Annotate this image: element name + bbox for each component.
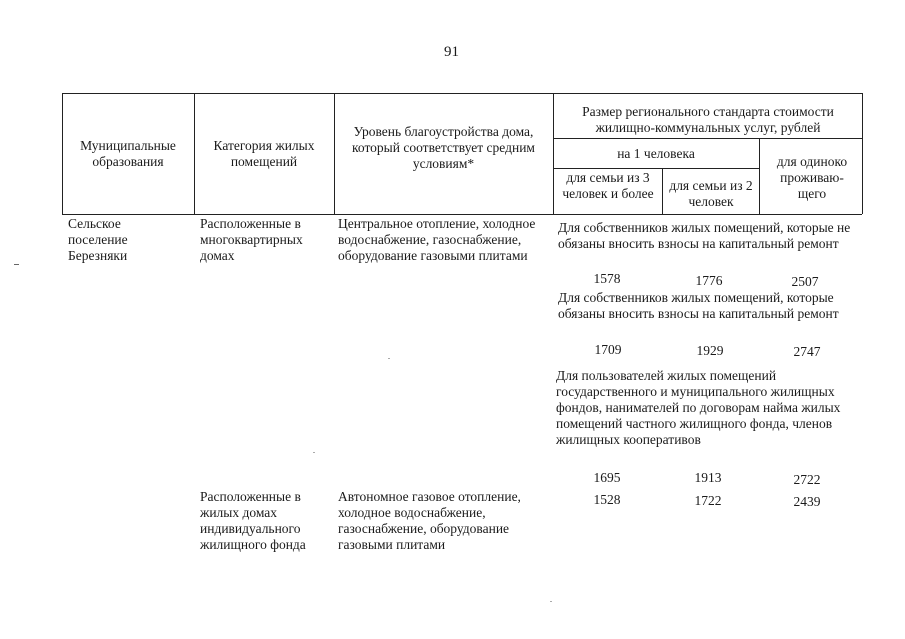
value-family3: 1578 (593, 271, 621, 286)
value-family3: 1709 (594, 342, 622, 357)
amenities-cell-individual: Автономное газовое отопление, холодное водоснабжение, газоснабжение, оборудование газовыми плитами (338, 489, 521, 552)
header-single: для одиноко проживаю-щего (776, 154, 848, 201)
page-number: 91 (444, 44, 459, 60)
scan-speck (313, 452, 315, 453)
municipality-cell: Сельское поселение Березняки (68, 216, 128, 263)
value-family2: 1929 (696, 343, 724, 358)
value-family2: 1776 (695, 273, 723, 288)
header-standard-group: Размер регионального стандарта стоимости жилищно-коммунальных услуг, рублей (582, 104, 834, 135)
group-label-tenants: Для пользователей жилых помещений государственного и муниципального жилищных фондов, нанимателей по договорам найма жилых помещений частного жилищного фонда, членов жилищных кооперативов (556, 368, 841, 447)
value-single: 2722 (793, 472, 821, 487)
header-category: Категория жилых помещений (213, 138, 315, 169)
value-single: 2507 (791, 274, 819, 289)
value-family2: 1913 (694, 470, 722, 485)
group-label-owners-obliged: Для собственников жилых помещений, которые обязаны вносить взносы на капитальный ремонт (558, 290, 839, 321)
scan-mark (14, 264, 19, 265)
scan-speck (550, 601, 552, 602)
value-single: 2439 (793, 494, 821, 509)
header-municipality: Муниципальные образования (80, 138, 176, 169)
scan-speck (388, 358, 390, 359)
category-cell-individual: Расположенные в жилых домах индивидуального жилищного фонда (200, 489, 306, 552)
header-amenities: Уровень благоустройства дома, который соответствует средним условиям* (352, 124, 535, 171)
group-label-owners-exempt: Для собственников жилых помещений, которые не обязаны вносить взносы на капитальный ремонт (558, 220, 851, 251)
header-family3: для семьи из 3 человек и более (562, 170, 654, 201)
category-cell-apartment: Расположенные в многоквартирных домах (200, 216, 303, 263)
value-single: 2747 (793, 344, 821, 359)
value-family3: 1695 (593, 470, 621, 485)
amenities-cell-apartment: Центральное отопление, холодное водоснабжение, газоснабжение, оборудование газовыми плитами (338, 216, 536, 263)
header-family2: для семьи из 2 человек (669, 178, 753, 209)
header-per-person: на 1 человека (617, 146, 695, 161)
value-family2: 1722 (694, 493, 722, 508)
value-family3: 1528 (593, 492, 621, 507)
